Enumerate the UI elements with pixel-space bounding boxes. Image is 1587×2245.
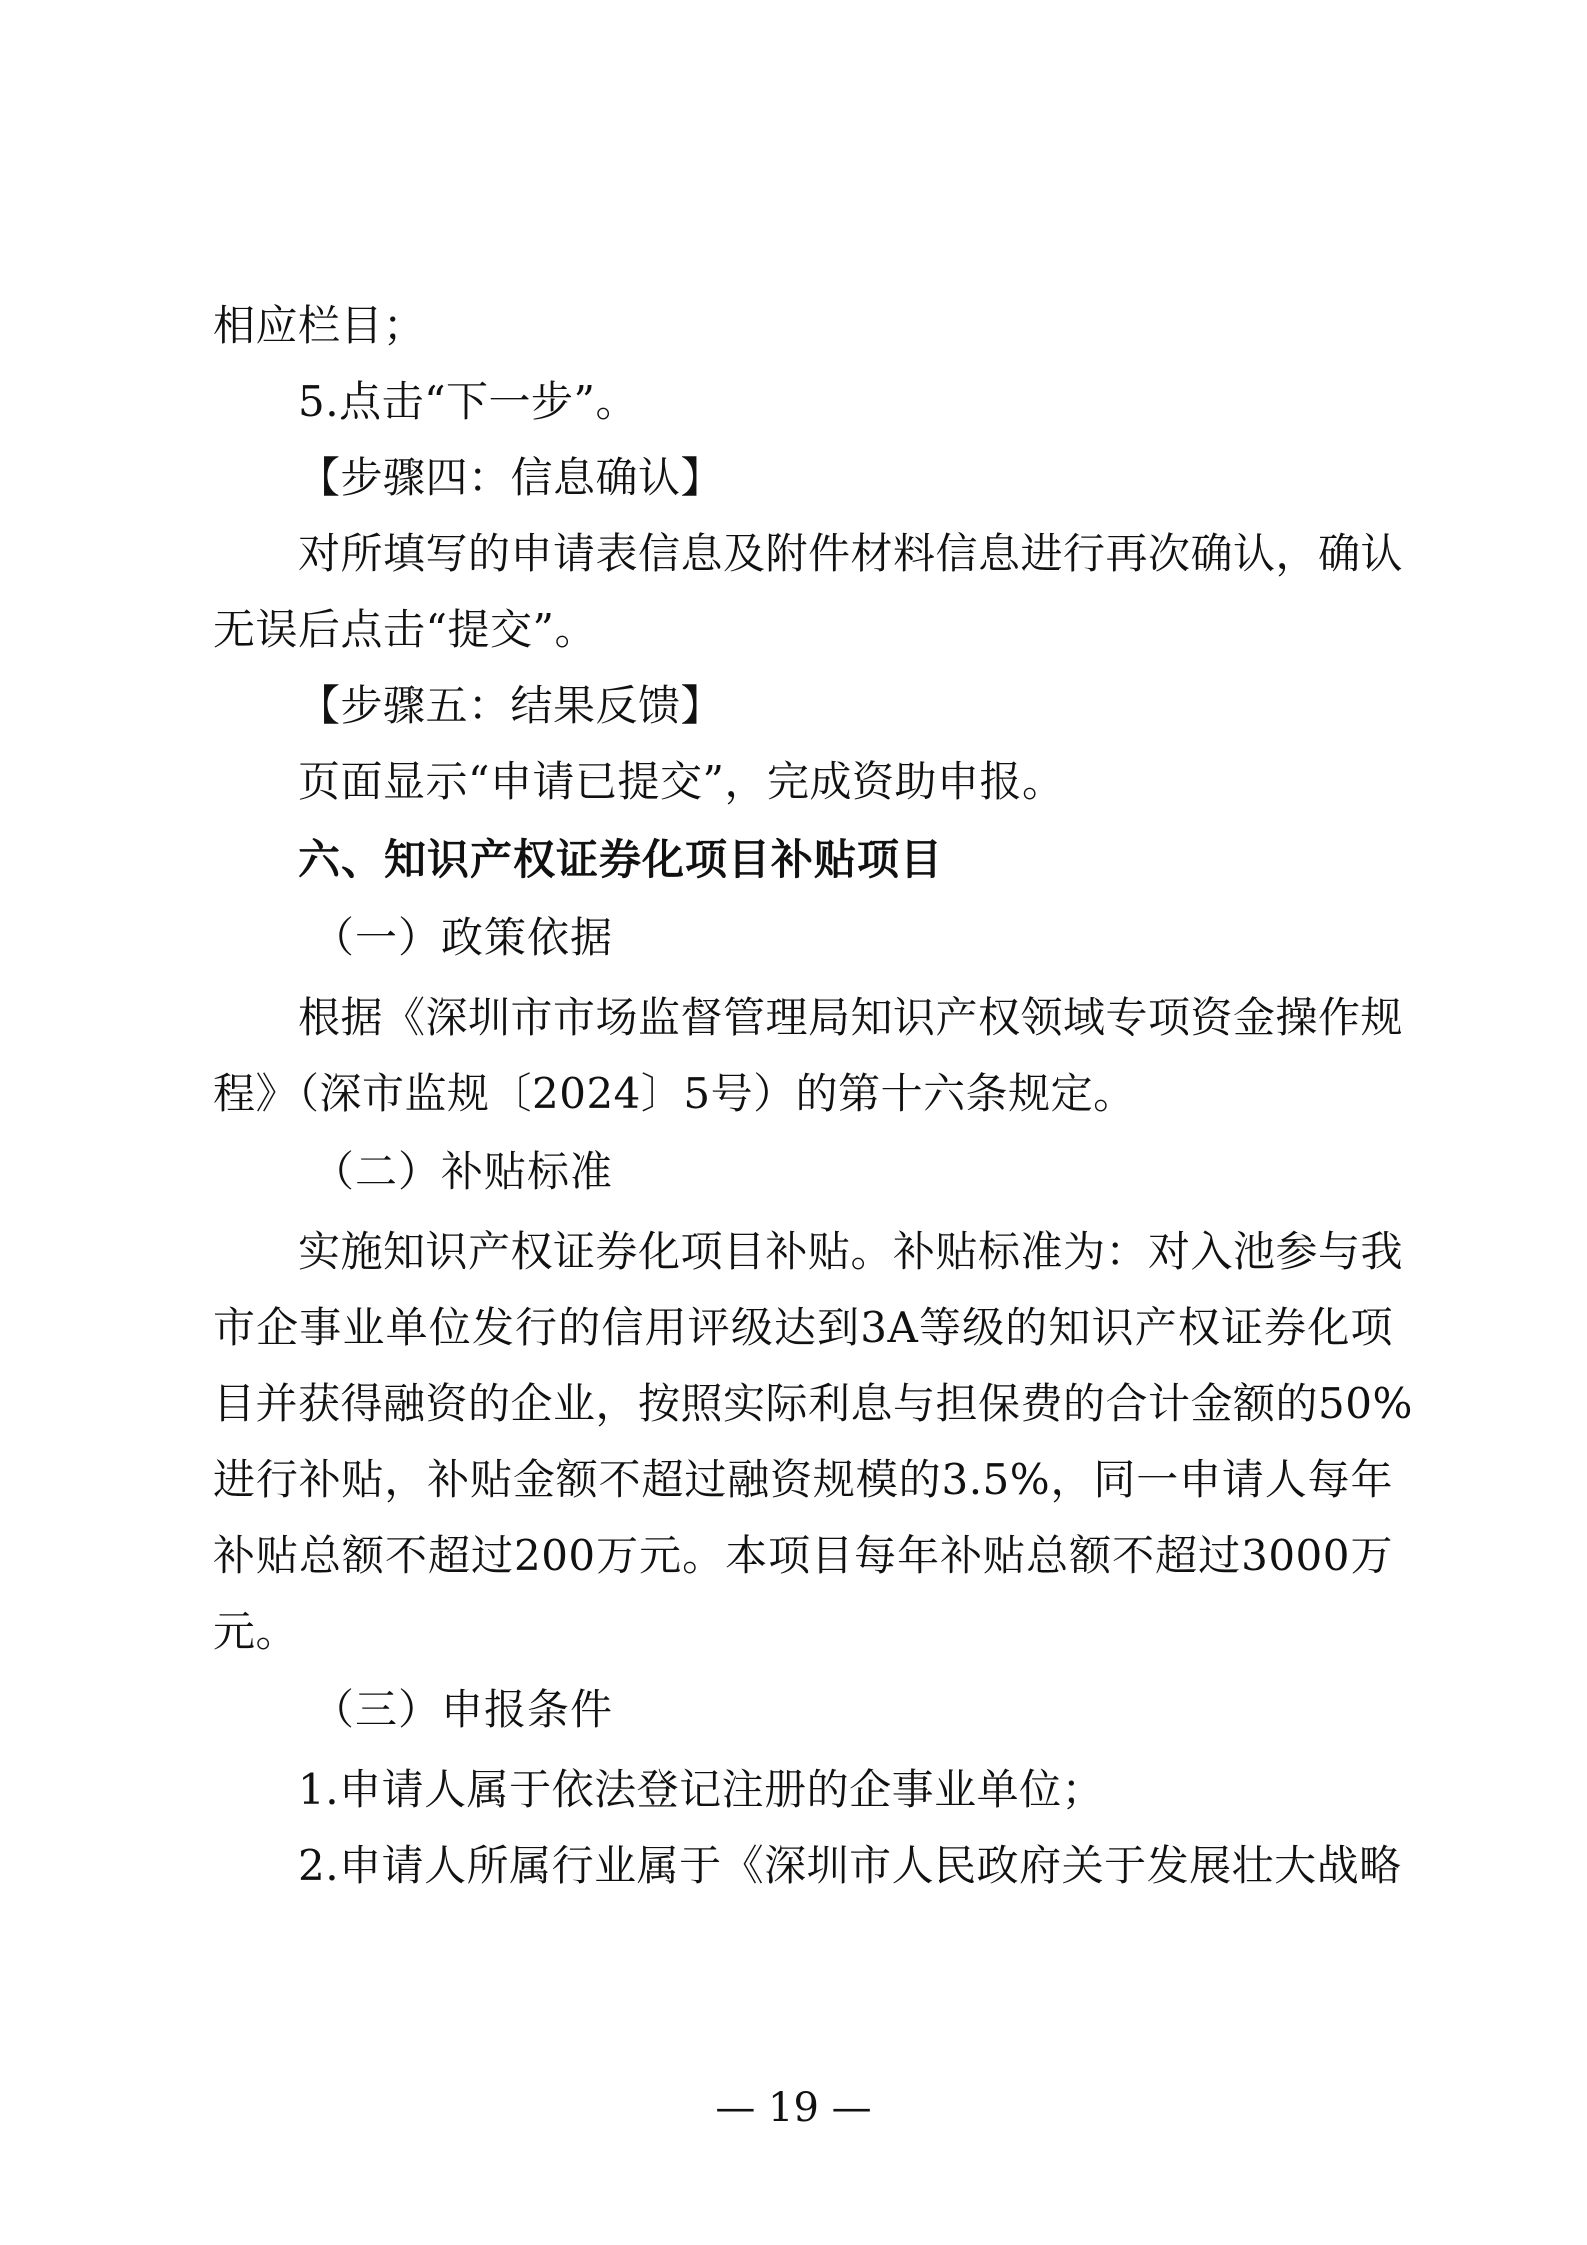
text-line: 程》（深市监规〔2024〕5号）的第十六条规定。 xyxy=(213,1069,1136,1118)
text-line: 相应栏目； xyxy=(213,301,426,350)
step-heading: 【步骤四：信息确认】 xyxy=(298,453,724,502)
text-line: 实施知识产权证券化项目补贴。补贴标准为：对入池参与我 xyxy=(298,1227,1404,1276)
section-heading: 六、知识产权证券化项目补贴项目 xyxy=(298,835,944,884)
subsection-heading: （二）补贴标准 xyxy=(312,1147,614,1196)
text-line: 目并获得融资的企业，按照实际利息与担保费的合计金额的50% xyxy=(213,1379,1413,1428)
text-line: 2.申请人所属行业属于《深圳市人民政府关于发展壮大战略 xyxy=(298,1841,1402,1890)
text-line: 页面显示“申请已提交”，完成资助申报。 xyxy=(298,757,1065,806)
text-line: 进行补贴，补贴金额不超过融资规模的3.5%，同一申请人每年 xyxy=(213,1455,1393,1504)
text-line: 1.申请人属于依法登记注册的企事业单位； xyxy=(298,1765,1105,1814)
text-line: 元。 xyxy=(213,1607,299,1656)
text-line: 5.点击“下一步”。 xyxy=(298,377,639,426)
text-line: 根据《深圳市市场监督管理局知识产权领域专项资金操作规 xyxy=(298,993,1404,1042)
subsection-heading: （一）政策依据 xyxy=(312,913,614,962)
subsection-heading: （三）申报条件 xyxy=(312,1685,614,1734)
text-line: 补贴总额不超过200万元。本项目每年补贴总额不超过3000万 xyxy=(213,1531,1393,1580)
text-line: 市企事业单位发行的信用评级达到3A等级的知识产权证券化项 xyxy=(213,1303,1393,1352)
page-number: — 19 — xyxy=(715,2085,872,2131)
text-line: 无误后点击“提交”。 xyxy=(213,605,597,654)
text-line: 对所填写的申请表信息及附件材料信息进行再次确认，确认 xyxy=(298,529,1404,578)
step-heading: 【步骤五：结果反馈】 xyxy=(298,681,724,730)
